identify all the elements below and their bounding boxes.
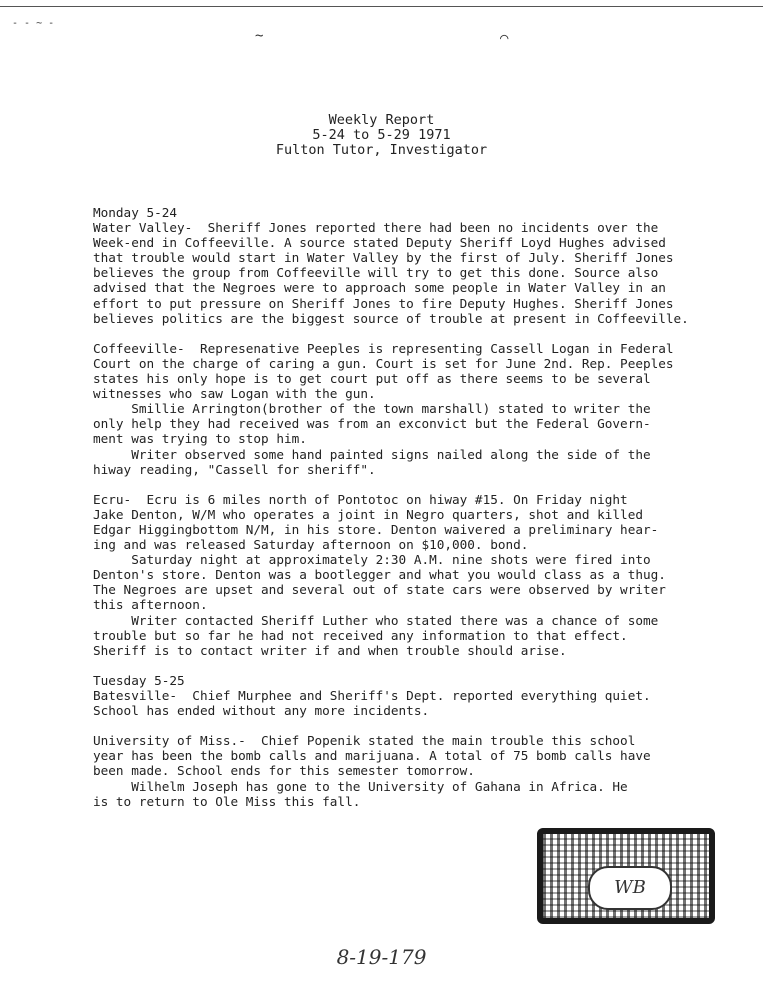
body-line: Court on the charge of caring a gun. Court is set for June 2nd. Rep. Peeples xyxy=(93,355,674,371)
body-line: is to return to Ole Miss this fall. xyxy=(93,793,361,809)
paragraph-gap xyxy=(93,326,693,341)
body-line: believes politics are the biggest source of trouble at present in Coffeeville. xyxy=(93,310,689,326)
body-line: trouble but so far he had not received any information to that effect. xyxy=(93,627,628,643)
body-line: ment was trying to stop him. xyxy=(93,431,307,447)
body-line: been made. School ends for this semester tomorrow. xyxy=(93,763,475,779)
body-line: Denton's store. Denton was a bootlegger and what you would class as a thug. xyxy=(93,567,666,583)
report-dates: 5-24 to 5-29 1971 xyxy=(312,127,451,144)
body-line: hiway reading, "Cassell for sheriff". xyxy=(93,461,376,477)
body-line: Writer observed some hand painted signs nailed along the side of the xyxy=(93,446,651,462)
scan-mark: ⌒ xyxy=(500,30,509,46)
paragraph-gap xyxy=(93,658,693,673)
body-line: only help they had received was from an exconvict but the Federal Govern- xyxy=(93,416,651,432)
body-line: Smillie Arrington(brother of the town marshall) stated to writer the xyxy=(93,401,651,417)
body-line: this afternoon. xyxy=(93,597,208,613)
paragraph-gap xyxy=(93,718,693,733)
body-line: University of Miss.- Chief Popenik stated the main trouble this school xyxy=(93,733,636,749)
report-investigator: Fulton Tutor, Investigator xyxy=(275,142,488,159)
body-line: Wilhelm Joseph has gone to the University of Gahana in Africa. He xyxy=(93,778,628,794)
body-line: year has been the bomb calls and marijuana. A total of 75 bomb calls have xyxy=(93,748,651,764)
body-line: ing and was released Saturday afternoon on $10,000. bond. xyxy=(93,537,529,553)
body-line: Batesville- Chief Murphee and Sheriff's Dept. reported everything quiet. xyxy=(93,688,651,703)
body-line: that trouble would start in Water Valley by the first of July. Sheriff Jones xyxy=(93,250,674,266)
body-line: Water Valley- Sheriff Jones reported there had been no incidents over the xyxy=(93,220,659,236)
body-line: Monday 5-24 xyxy=(93,205,178,220)
paragraph-gap xyxy=(93,477,693,492)
handwritten-file-number: 8-19-179 xyxy=(336,945,427,969)
report-header xyxy=(0,113,763,158)
body-line: School has ended without any more incidents. xyxy=(93,703,430,719)
scan-mark: ~ xyxy=(255,28,264,44)
body-line: advised that the Negroes were to approach some people in Water Valley in an xyxy=(93,280,666,296)
body-line: Saturday night at approximately 2:30 A.M. nine shots were fired into xyxy=(93,552,651,568)
body-line: believes the group from Coffeeville will try to get this done. Source also xyxy=(93,265,659,281)
scan-mark: - - ~ - xyxy=(12,18,55,29)
report-body xyxy=(93,205,693,809)
body-line: Sheriff is to contact writer if and when trouble should arise. xyxy=(93,642,567,658)
body-line: states his only hope is to get court put off as there seems to be several xyxy=(93,371,651,387)
body-line: Edgar Higgingbottom N/M, in his store. Denton waivered a preliminary hear- xyxy=(93,521,659,537)
body-line: Tuesday 5-25 xyxy=(93,672,185,688)
body-line: Ecru- Ecru is 6 miles north of Pontotoc on hiway #15. On Friday night xyxy=(93,491,628,507)
body-line: The Negroes are upset and several out of state cars were observed by writer xyxy=(93,582,666,598)
body-line: Writer contacted Sheriff Luther who stated there was a chance of some xyxy=(93,612,659,628)
body-line: witnesses who saw Logan with the gun. xyxy=(93,386,376,402)
body-line: Jake Denton, W/M who operates a joint in Negro quarters, shot and killed xyxy=(93,506,643,522)
body-line: Coffeeville- Represenative Peeples is representing Cassell Logan in Federal xyxy=(93,340,674,356)
body-line: Week-end in Coffeeville. A source stated Deputy Sheriff Loyd Hughes advised xyxy=(93,235,666,251)
body-line: effort to put pressure on Sheriff Jones to fire Deputy Hughes. Sheriff Jones xyxy=(93,295,674,311)
stamp-initials: WB xyxy=(588,866,672,910)
received-stamp xyxy=(537,828,715,924)
top-edge-rule xyxy=(0,6,763,7)
report-title: Weekly Report xyxy=(328,112,435,128)
